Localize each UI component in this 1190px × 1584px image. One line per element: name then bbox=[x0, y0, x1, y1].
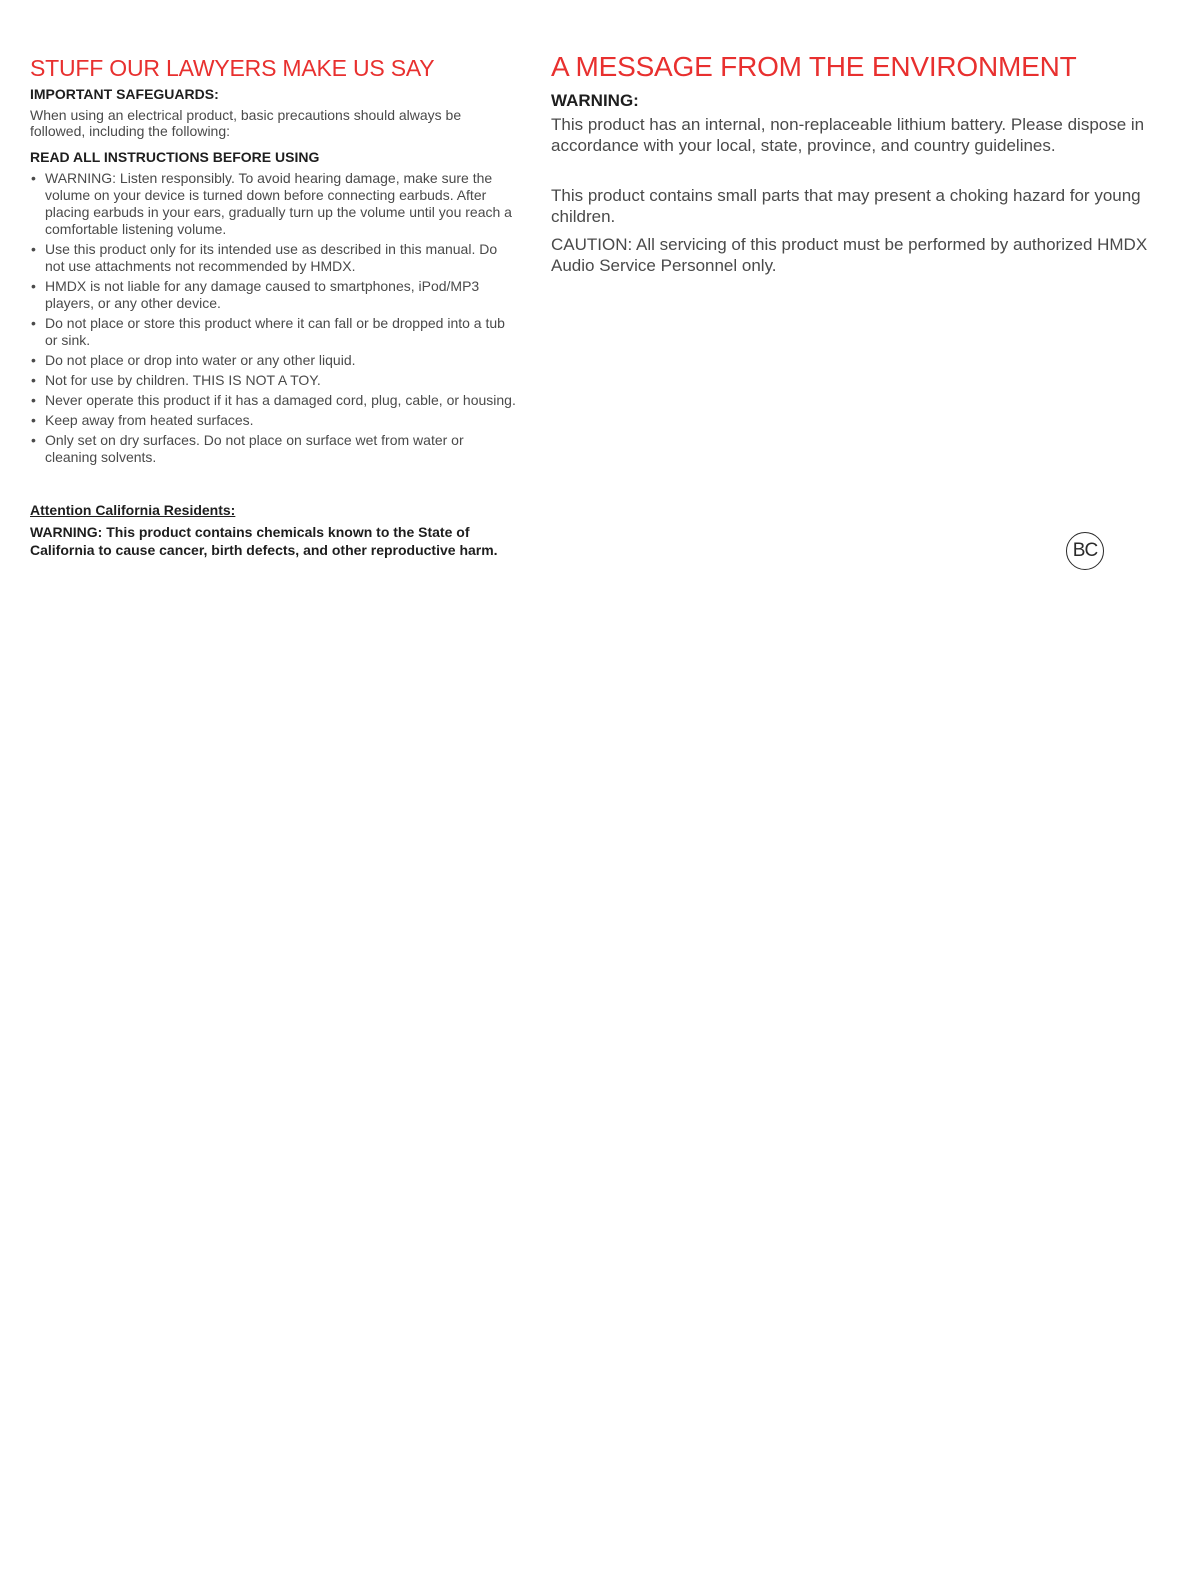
instructions-heading: READ ALL INSTRUCTIONS BEFORE USING bbox=[30, 149, 320, 165]
bullet-text: Do not place or drop into water or any other liquid. bbox=[45, 352, 356, 368]
bullet-text: WARNING: Listen responsibly. To avoid hearing damage, make sure the volume on your device is turned down before connecting earbuds. After placing earbuds in your ears, gradually turn up the volume until you reach a comfortable listening volume. bbox=[45, 170, 512, 237]
list-item bbox=[30, 352, 516, 369]
bullet-text: Only set on dry surfaces. Do not place on surface wet from water or cleaning solvents. bbox=[45, 432, 464, 465]
list-item bbox=[30, 392, 516, 409]
california-heading: Attention California Residents: bbox=[30, 502, 236, 518]
list-item bbox=[30, 278, 516, 312]
environment-section-title: A MESSAGE FROM THE ENVIRONMENT bbox=[551, 51, 1077, 82]
bullet-text: Do not place or store this product where it can fall or be dropped into a tub or sink. bbox=[45, 315, 505, 348]
list-item bbox=[30, 241, 516, 275]
bullet-icon: • bbox=[31, 170, 36, 186]
bullet-icon: • bbox=[31, 432, 36, 448]
bullet-text: Never operate this product if it has a damaged cord, plug, cable, or housing. bbox=[45, 392, 516, 408]
bullet-icon: • bbox=[31, 278, 36, 294]
list-item bbox=[30, 412, 516, 429]
lawyers-section-title: STUFF OUR LAWYERS MAKE US SAY bbox=[30, 55, 435, 81]
list-item bbox=[30, 170, 516, 238]
battery-paragraph: This product has an internal, non-replaceable lithium battery. Please dispose in accordance with your local, state, province, and country guidelines. bbox=[551, 115, 1145, 155]
safeguards-intro: When using an electrical product, basic precautions should always be followed, including the following: bbox=[30, 107, 462, 139]
bullet-icon: • bbox=[31, 352, 36, 368]
bullet-text: HMDX is not liable for any damage caused to smartphones, iPod/MP3 players, or any other device. bbox=[45, 278, 480, 311]
choking-paragraph: This product contains small parts that may present a choking hazard for young children. bbox=[551, 186, 1141, 226]
bullet-icon: • bbox=[31, 372, 36, 388]
list-item bbox=[30, 372, 516, 389]
bullet-text: Keep away from heated surfaces. bbox=[45, 412, 254, 428]
safeguards-heading: IMPORTANT SAFEGUARDS: bbox=[30, 86, 219, 102]
bc-mark-text: BC bbox=[1072, 540, 1098, 561]
caution-paragraph: CAUTION: All servicing of this product must be performed by authorized HMDX Audio Service Personnel only. bbox=[551, 235, 1148, 275]
environment-warning-heading: WARNING: bbox=[551, 91, 639, 110]
safety-bullet-list bbox=[30, 170, 516, 469]
bullet-text: Not for use by children. THIS IS NOT A TOY. bbox=[45, 372, 321, 388]
list-item bbox=[30, 432, 516, 466]
bullet-icon: • bbox=[31, 392, 36, 408]
bullet-text: Use this product only for its intended use as described in this manual. Do not use attachments not recommended by HMDX. bbox=[45, 241, 498, 274]
bullet-icon: • bbox=[31, 412, 36, 428]
list-item bbox=[30, 315, 516, 349]
california-warning: WARNING: This product contains chemicals known to the State of California to cause cancer, birth defects, and other reproductive harm. bbox=[30, 524, 498, 558]
bullet-icon: • bbox=[31, 241, 36, 257]
bullet-icon: • bbox=[31, 315, 36, 331]
bc-battery-charger-mark-icon bbox=[1066, 532, 1104, 570]
